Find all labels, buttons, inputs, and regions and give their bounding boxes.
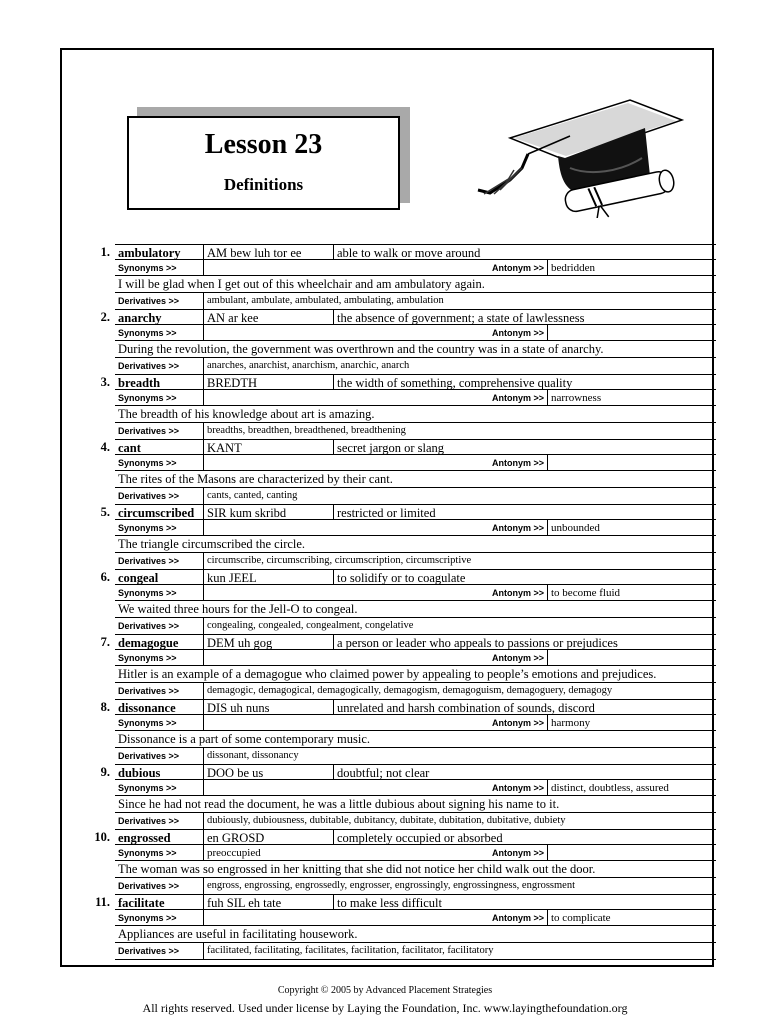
sentence-row	[115, 471, 716, 488]
synonyms-value	[203, 715, 483, 730]
pronunciation: KANT	[203, 440, 333, 454]
derivatives-row	[115, 618, 716, 634]
vocab-entry	[80, 309, 716, 374]
derivatives-row	[115, 423, 716, 439]
example-sentence: Dissonance is a part of some contemporary music.	[118, 732, 371, 746]
synonym-row	[115, 260, 716, 276]
antonym-label: Antonym >>	[491, 783, 544, 793]
antonym-label: Antonym >>	[491, 588, 544, 598]
synonym-row	[115, 520, 716, 536]
lesson-title: Lesson 23	[204, 129, 323, 160]
antonym-value: bedridden	[547, 260, 716, 275]
vocab-word: dubious	[118, 766, 161, 779]
word-row	[115, 829, 716, 845]
synonym-row	[115, 650, 716, 666]
derivatives-label: Derivatives >>	[118, 816, 180, 826]
example-sentence: The rites of the Masons are characterized by their cant.	[118, 472, 393, 486]
synonyms-label: Synonyms >>	[118, 848, 177, 858]
antonym-label: Antonym >>	[491, 913, 544, 923]
derivatives-value: dubiously, dubiousness, dubitable, dubitancy, dubitate, dubitation, dubitative, dubiety	[203, 813, 716, 829]
vocab-entry	[80, 439, 716, 504]
entry-number: 8.	[100, 700, 110, 714]
pronunciation: SIR kum skribd	[203, 505, 333, 519]
definition: restricted or limited	[333, 505, 716, 519]
pronunciation: DEM uh gog	[203, 635, 333, 649]
synonyms-value	[203, 390, 483, 405]
derivatives-label: Derivatives >>	[118, 621, 180, 631]
pronunciation: AM bew luh tor ee	[203, 245, 333, 259]
synonyms-value	[203, 455, 483, 470]
synonyms-label: Synonyms >>	[118, 523, 177, 533]
synonym-row	[115, 390, 716, 406]
lesson-subtitle: Definitions	[223, 175, 304, 194]
derivatives-row	[115, 293, 716, 309]
derivatives-value: circumscribe, circumscribing, circumscription, circumscriptive	[203, 553, 716, 569]
vocab-word: facilitate	[118, 896, 165, 909]
derivatives-value: dissonant, dissonancy	[203, 748, 716, 764]
antonym-value: unbounded	[547, 520, 716, 535]
word-row	[115, 764, 716, 780]
derivatives-row	[115, 488, 716, 504]
table-bottom-rule	[115, 959, 716, 960]
example-sentence: The triangle circumscribed the circle.	[118, 537, 306, 551]
entry-number: 1.	[100, 245, 110, 259]
synonyms-label: Synonyms >>	[118, 653, 177, 663]
word-row	[115, 894, 716, 910]
definition: to make less difficult	[333, 895, 716, 909]
entry-number: 11.	[95, 895, 110, 909]
vocab-word: demagogue	[118, 636, 179, 649]
synonym-row	[115, 910, 716, 926]
synonyms-value	[203, 260, 483, 275]
example-sentence: The woman was so engrossed in her knitting that she did not notice her child walk out the door.	[118, 862, 596, 876]
word-row	[115, 309, 716, 325]
synonyms-label: Synonyms >>	[118, 588, 177, 598]
definition: a person or leader who appeals to passions or prejudices	[333, 635, 716, 649]
entry-number: 9.	[100, 765, 110, 779]
word-row	[115, 244, 716, 260]
example-sentence: During the revolution, the government was overthrown and the country was in a state of anarchy.	[118, 342, 604, 356]
vocab-word: circumscribed	[118, 506, 195, 519]
pronunciation: AN ar kee	[203, 310, 333, 324]
synonyms-value	[203, 650, 483, 665]
example-sentence: Since he had not read the document, he was a little dubious about signing his name to it.	[118, 797, 560, 811]
derivatives-row	[115, 553, 716, 569]
synonym-row	[115, 325, 716, 341]
graduation-cap-icon	[470, 98, 685, 218]
pronunciation: fuh SIL eh tate	[203, 895, 333, 909]
word-row	[115, 504, 716, 520]
antonym-label: Antonym >>	[491, 458, 544, 468]
derivatives-value: facilitated, facilitating, facilitates, facilitation, facilitator, facilitatory	[203, 943, 716, 959]
example-sentence: I will be glad when I get out of this wheelchair and am ambulatory again.	[118, 277, 485, 291]
example-sentence: Hitler is an example of a demagogue who claimed power by appealing to people’s emotions and prejudices.	[118, 667, 657, 681]
synonyms-value	[203, 910, 483, 925]
antonym-label: Antonym >>	[491, 653, 544, 663]
sentence-row	[115, 276, 716, 293]
sentence-row	[115, 341, 716, 358]
synonyms-label: Synonyms >>	[118, 263, 177, 273]
antonym-value: distinct, doubtless, assured	[547, 780, 716, 795]
vocab-word: ambulatory	[118, 246, 181, 259]
license-line: All rights reserved. Used under license by Laying the Foundation, Inc. www.layingthefoundation.org	[142, 1001, 628, 1015]
word-row	[115, 569, 716, 585]
definition: able to walk or move around	[333, 245, 716, 259]
derivatives-value: congealing, congealed, congealment, congelative	[203, 618, 716, 634]
sentence-row	[115, 861, 716, 878]
synonyms-label: Synonyms >>	[118, 718, 177, 728]
synonym-row	[115, 780, 716, 796]
antonym-value: to complicate	[547, 910, 716, 925]
entry-number: 10.	[94, 830, 110, 844]
vocab-entry	[80, 699, 716, 764]
vocab-word: engrossed	[118, 831, 171, 844]
derivatives-row	[115, 878, 716, 894]
synonym-row	[115, 585, 716, 601]
word-row	[115, 374, 716, 390]
sentence-row	[115, 601, 716, 618]
antonym-label: Antonym >>	[491, 328, 544, 338]
synonyms-value	[203, 585, 483, 600]
derivatives-label: Derivatives >>	[118, 556, 180, 566]
synonyms-value	[203, 780, 483, 795]
vocab-entry	[80, 569, 716, 634]
definition: doubtful; not clear	[333, 765, 716, 779]
derivatives-value: breadths, breadthen, breadthened, breadthening	[203, 423, 716, 439]
derivatives-value: demagogic, demagogical, demagogically, demagogism, demagoguism, demagoguery, demagogy	[203, 683, 716, 699]
vocabulary-table	[80, 244, 716, 959]
synonym-row	[115, 455, 716, 471]
definition: secret jargon or slang	[333, 440, 716, 454]
entry-number: 3.	[100, 375, 110, 389]
vocab-entry	[80, 244, 716, 309]
derivatives-value: anarches, anarchist, anarchism, anarchic, anarch	[203, 358, 716, 374]
antonym-value	[547, 845, 716, 860]
word-row	[115, 634, 716, 650]
synonyms-label: Synonyms >>	[118, 913, 177, 923]
derivatives-label: Derivatives >>	[118, 426, 180, 436]
synonyms-value	[203, 325, 483, 340]
antonym-label: Antonym >>	[491, 523, 544, 533]
antonym-label: Antonym >>	[491, 848, 544, 858]
vocab-entry	[80, 764, 716, 829]
entry-number: 4.	[100, 440, 110, 454]
synonyms-label: Synonyms >>	[118, 393, 177, 403]
pronunciation: kun JEEL	[203, 570, 333, 584]
antonym-value	[547, 650, 716, 665]
word-row	[115, 699, 716, 715]
derivatives-row	[115, 813, 716, 829]
derivatives-value: engross, engrossing, engrossedly, engrosser, engrossingly, engrossingness, engrossment	[203, 878, 716, 894]
antonym-label: Antonym >>	[491, 718, 544, 728]
antonym-value: to become fluid	[547, 585, 716, 600]
example-sentence: We waited three hours for the Jell-O to congeal.	[118, 602, 358, 616]
antonym-value	[547, 455, 716, 470]
definition: completely occupied or absorbed	[333, 830, 716, 844]
example-sentence: Appliances are useful in facilitating housework.	[118, 927, 358, 941]
synonyms-value	[203, 520, 483, 535]
antonym-label: Antonym >>	[491, 263, 544, 273]
vocab-entry	[80, 374, 716, 439]
sentence-row	[115, 536, 716, 553]
antonym-value: harmony	[547, 715, 716, 730]
entry-number: 2.	[100, 310, 110, 324]
sentence-row	[115, 796, 716, 813]
derivatives-label: Derivatives >>	[118, 881, 180, 891]
definition: to solidify or to coagulate	[333, 570, 716, 584]
pronunciation: BREDTH	[203, 375, 333, 389]
example-sentence: The breadth of his knowledge about art is amazing.	[118, 407, 375, 421]
sentence-row	[115, 926, 716, 943]
definition: the absence of government; a state of lawlessness	[333, 310, 716, 324]
derivatives-label: Derivatives >>	[118, 296, 180, 306]
synonyms-label: Synonyms >>	[118, 458, 177, 468]
derivatives-label: Derivatives >>	[118, 361, 180, 371]
sentence-row	[115, 406, 716, 423]
sentence-row	[115, 666, 716, 683]
vocab-word: anarchy	[118, 311, 162, 324]
copyright-line: Copyright © 2005 by Advanced Placement Strategies	[277, 985, 493, 996]
title-box	[127, 116, 400, 210]
derivatives-row	[115, 358, 716, 374]
synonyms-label: Synonyms >>	[118, 783, 177, 793]
vocab-entry	[80, 504, 716, 569]
derivatives-label: Derivatives >>	[118, 751, 180, 761]
pronunciation: en GROSD	[203, 830, 333, 844]
synonym-row	[115, 845, 716, 861]
word-row	[115, 439, 716, 455]
vocab-word: breadth	[118, 376, 161, 389]
vocab-word: congeal	[118, 571, 159, 584]
vocab-word: cant	[118, 441, 141, 454]
antonym-value: narrowness	[547, 390, 716, 405]
derivatives-row	[115, 943, 716, 959]
vocab-word: dissonance	[118, 701, 176, 714]
derivatives-label: Derivatives >>	[118, 491, 180, 501]
derivatives-label: Derivatives >>	[118, 686, 180, 696]
derivatives-value: cants, canted, canting	[203, 488, 716, 504]
synonyms-label: Synonyms >>	[118, 328, 177, 338]
derivatives-row	[115, 683, 716, 699]
derivatives-label: Derivatives >>	[118, 946, 180, 956]
antonym-label: Antonym >>	[491, 393, 544, 403]
pronunciation: DIS uh nuns	[203, 700, 333, 714]
entry-number: 6.	[100, 570, 110, 584]
derivatives-row	[115, 748, 716, 764]
sentence-row	[115, 731, 716, 748]
entry-number: 7.	[100, 635, 110, 649]
derivatives-value: ambulant, ambulate, ambulated, ambulating, ambulation	[203, 293, 716, 309]
definition: the width of something, comprehensive quality	[333, 375, 716, 389]
pronunciation: DOO be us	[203, 765, 333, 779]
entry-number: 5.	[100, 505, 110, 519]
antonym-value	[547, 325, 716, 340]
definition: unrelated and harsh combination of sounds, discord	[333, 700, 716, 714]
vocab-entry	[80, 634, 716, 699]
vocab-entry	[80, 829, 716, 894]
vocab-entry	[80, 894, 716, 959]
synonym-row	[115, 715, 716, 731]
synonyms-value: preoccupied	[203, 845, 483, 860]
